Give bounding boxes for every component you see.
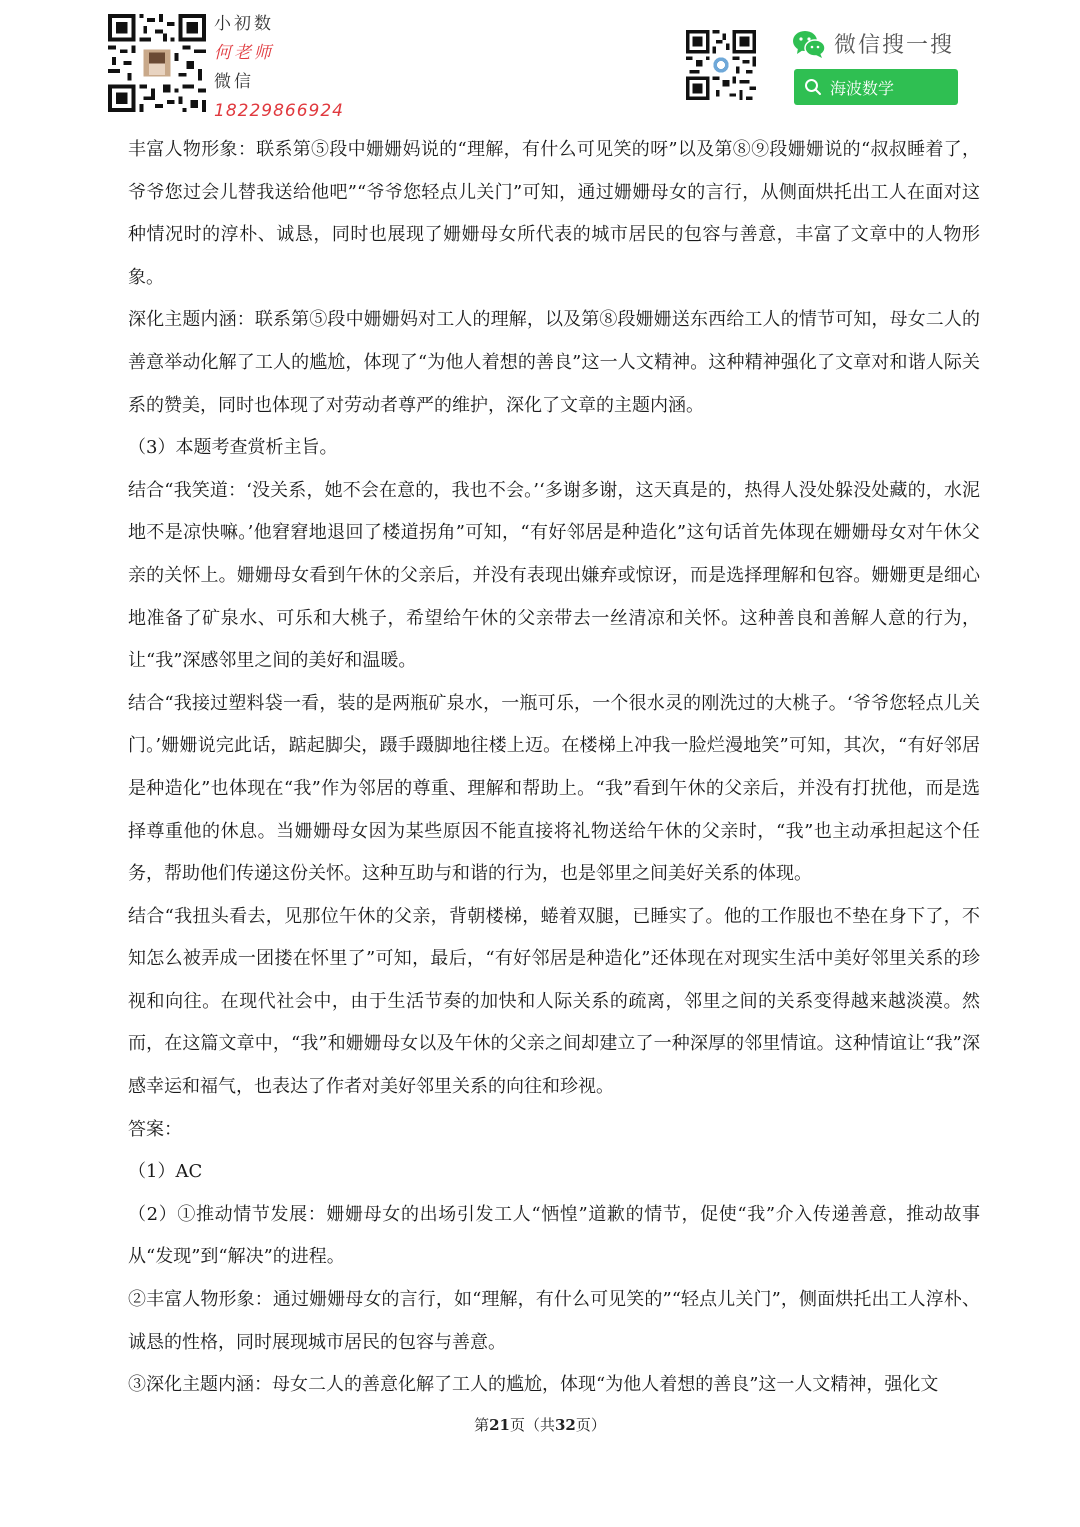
footer-prefix: 第: [474, 1416, 490, 1434]
contact-phone: 18229866924: [214, 101, 344, 121]
contact-line-1: 小初数: [214, 14, 274, 34]
footer-middle: 页（共: [509, 1416, 555, 1434]
qr-code-right: [686, 30, 756, 100]
search-icon: [804, 78, 822, 96]
paragraph-q3-heading: （3）本题考查赏析主旨。: [128, 437, 338, 459]
contact-info: [214, 10, 344, 126]
wechat-brand-text: 微信搜一搜: [834, 33, 955, 58]
paragraph-rich-characters: 丰富人物形象：联系第⑤段中姗姗妈说的“理解，有什么可见笑的呀”以及第⑧⑨段姗姗说的“叔叔睡着了，爷爷您过会儿替我送给他吧”“爷爷您轻点儿关门”可知，通过姗姗母女的言行，从侧面烘托出工人在面对这种情况时的淳朴、诚恳，同时也展现了姗姗母女所代表的城市居民的包容与善意，丰富了文章中的人物形象。: [128, 139, 980, 288]
answer-2-1: （2）①推动情节发展：姗姗母女的出场引发工人“恓惶”道歉的情节，促使“我”介入传递善意，推动故事从“发现”到“解决”的进程。: [128, 1203, 980, 1268]
total-page-number: 32: [555, 1416, 576, 1434]
wechat-search-box[interactable]: [794, 69, 958, 105]
answer-1: （1）AC: [128, 1161, 203, 1183]
contact-line-2: 何老师: [214, 43, 274, 63]
current-page-number: 21: [489, 1416, 510, 1434]
answer-heading: 答案：: [128, 1118, 182, 1140]
page-footer: [0, 1414, 1080, 1435]
search-label: 海波数学: [830, 78, 895, 98]
wechat-logo-icon: [792, 29, 826, 59]
answer-2-3: ③深化主题内涵：母女二人的善意化解了工人的尴尬，体现“为他人着想的善良”这一人文精神，强化文: [128, 1374, 939, 1396]
paragraph-analysis-2: 结合“我接过塑料袋一看，装的是两瓶矿泉水，一瓶可乐，一个很水灵的刚洗过的大桃子。‘爷爷您轻点儿关门。’姗姗说完此话，踮起脚尖，蹑手蹑脚地往楼上迈。在楼梯上冲我一脸烂漫地笑”可知，其次，“有好邻居是种造化”也体现在“我”作为邻居的尊重、理解和帮助上。“我”看到午休的父亲后，并没有打扰他，而是选择尊重他的休息。当姗姗母女因为某些原因不能直接将礼物送给午休的父亲时，“我”也主动承担起这个任务，帮助他们传递这份关怀。这种互助与和谐的行为，也是邻里之间美好关系的体现。: [128, 692, 980, 885]
footer-suffix: 页）: [575, 1416, 606, 1434]
answer-2-2: ②丰富人物形象：通过姗姗母女的言行，如“理解，有什么可见笑的”“轻点儿关门”，侧面烘托出工人淳朴、诚恳的性格，同时展现城市居民的包容与善意。: [128, 1289, 980, 1353]
wechat-search-brand: [792, 28, 954, 59]
paragraph-analysis-3: 结合“我扭头看去，见那位午休的父亲，背朝楼梯，蜷着双腿，已睡实了。他的工作服也不垫在身下了，不知怎么被弄成一团搂在怀里了”可知，最后，“有好邻居是种造化”还体现在对现实生活中美好邻里关系的珍视和向往。在现代社会中，由于生活节奏的加快和人际关系的疏离，邻里之间的关系变得越来越淡漠。然而，在这篇文章中，“我”和姗姗母女以及午休的父亲之间却建立了一种深厚的邻里情谊。这种情谊让“我”深感幸运和福气，也表达了作者对美好邻里关系的向往和珍视。: [128, 905, 980, 1098]
contact-line-3: 微信: [214, 72, 254, 92]
paragraph-deepen-theme: 深化主题内涵：联系第⑤段中姗姗妈对工人的理解，以及第⑧段姗姗送东西给工人的情节可知，母女二人的善意举动化解了工人的尴尬，体现了“为他人着想的善良”这一人文精神。这种精神强化了文章对和谐人际关系的赞美，同时也体现了对劳动者尊严的维护，深化了文章的主题内涵。: [128, 309, 980, 416]
page-header: [0, 0, 1080, 120]
qr-code-left: [108, 14, 206, 112]
paragraph-analysis-1: 结合“我笑道：‘没关系，她不会在意的，我也不会。’‘多谢多谢，这天真是的，热得人没处躲没处藏的，水泥地不是凉快嘛。’他窘窘地退回了楼道拐角”可知，“有好邻居是种造化”这句话首先体现在姗姗母女对午休父亲的关怀上。姗姗母女看到午休的父亲后，并没有表现出嫌弃或惊讶，而是选择理解和包容。姗姗更是细心地准备了矿泉水、可乐和大桃子，希望给午休的父亲带去一丝清凉和关怀。这种善良和善解人意的行为，让“我”深感邻里之间的美好和温暖。: [128, 479, 980, 672]
document-body: [128, 129, 980, 1407]
